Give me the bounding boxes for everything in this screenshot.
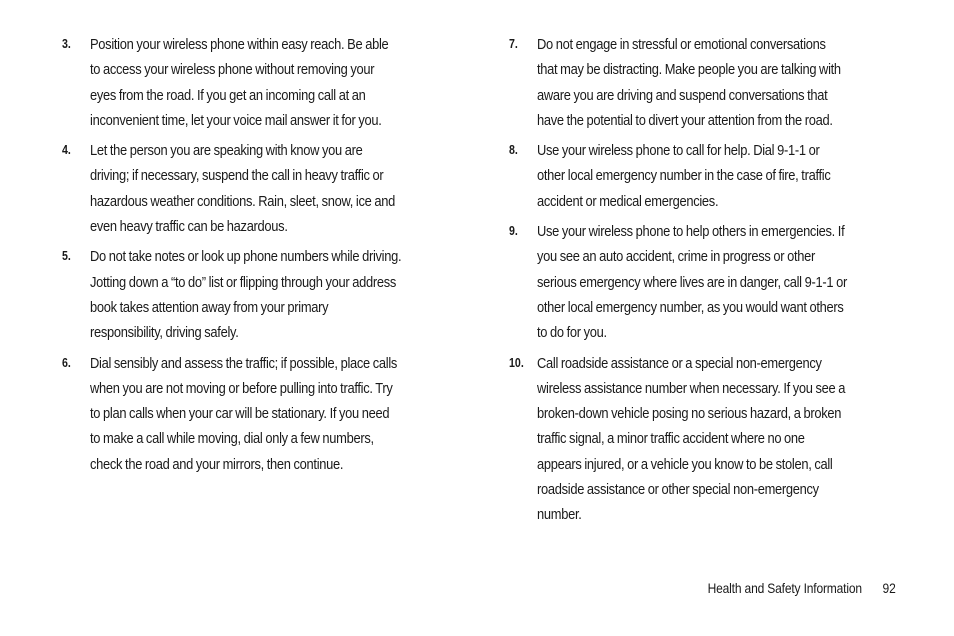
item-number: 8. <box>509 143 518 158</box>
page-number: 92 <box>882 580 896 596</box>
list-item <box>62 351 452 477</box>
item-text: Dial sensibly and assess the traffic; if possible, place calls when you are not moving or before pulling into traffic. Try to plan calls when your car will be stationary. If you need to make a call while moving, dial only a few numbers, check the road and your mirrors, then continue. <box>90 354 398 473</box>
item-number: 10. <box>509 355 524 370</box>
item-text: Use your wireless phone to help others in emergencies. If you see an auto accident, crime in progress or other serious emergency where lives are in danger, call 9-1-1 or other local emergency number, as you would want others to do for you. <box>537 223 847 342</box>
footer-section-title: Health and Safety Information <box>707 580 863 596</box>
list-item <box>62 32 452 133</box>
item-number: 3. <box>62 37 71 51</box>
item-text: Call roadside assistance or a special non-emergency wireless assistance number when necessary. If you see a broken-down vehicle posing no serious hazard, a broken traffic signal, a minor traffic accident where no one appears injured, or a vehicle you know to be stolen, call roadside assistance or other special non-emergency number. <box>537 354 846 524</box>
item-text: Do not take notes or look up phone numbers while driving. Jotting down a “to do” list or flipping through your address book takes attention away from your primary responsibility, driving safely. <box>90 248 402 342</box>
list-item <box>62 244 452 345</box>
page-footer <box>708 578 896 598</box>
right-column <box>509 32 899 533</box>
list-item <box>509 219 899 345</box>
item-number: 5. <box>62 249 71 264</box>
list-item <box>62 138 452 239</box>
list-item <box>509 138 899 214</box>
item-text: Do not engage in stressful or emotional conversations that may be distracting. Make people you are talking with aware you are driving and suspend conversations that have the potential to divert your attention from the road. <box>537 36 841 129</box>
list-item <box>509 351 899 528</box>
item-text: Use your wireless phone to call for help. Dial 9-1-1 or other local emergency number in the case of fire, traffic accident or medical emergencies. <box>537 142 831 210</box>
item-number: 9. <box>509 224 518 239</box>
item-number: 4. <box>62 143 71 158</box>
item-number: 7. <box>509 37 518 51</box>
left-column <box>62 32 452 482</box>
item-text: Let the person you are speaking with know you are driving; if necessary, suspend the call in heavy traffic or hazardous weather conditions. Rain, sleet, snow, ice and even heavy traffic can be hazardous. <box>90 142 395 236</box>
item-text: Position your wireless phone within easy reach. Be able to access your wireless phone without removing your eyes from the road. If you get an incoming call at an inconvenient time, let your voice mail answer it for you. <box>90 36 389 129</box>
item-number: 6. <box>62 355 71 370</box>
list-item <box>509 32 899 133</box>
